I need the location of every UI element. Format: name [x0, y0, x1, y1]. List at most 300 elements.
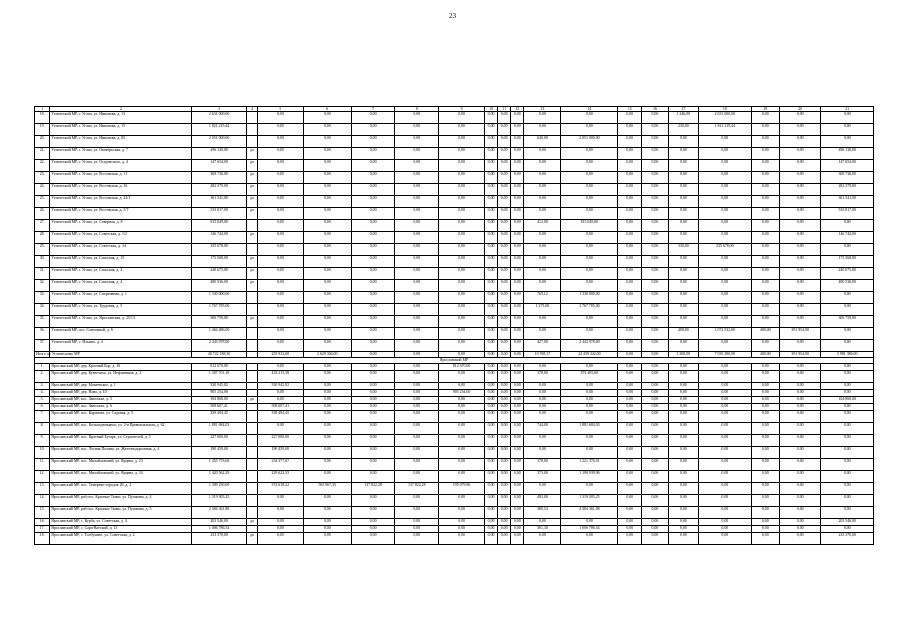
table-cell: 0,00: [524, 328, 561, 340]
table-cell: 0,00: [498, 447, 511, 459]
table-cell: 2 051 000,00: [192, 136, 247, 148]
table-cell: 0,00: [524, 316, 561, 328]
table-cell: 0,00: [439, 268, 485, 280]
table-cell: 0,00: [303, 220, 351, 232]
table-cell: 0,00: [485, 483, 498, 495]
table-cell: 0,00: [485, 232, 498, 244]
table-cell: 0,00: [642, 268, 668, 280]
table-cell: 19: [751, 107, 779, 112]
table-cell: 0,00: [257, 172, 303, 184]
table-cell: 0,00: [821, 435, 874, 447]
table-cell: 812 670,00: [192, 364, 247, 371]
table-cell: 2.: [35, 371, 50, 383]
table-cell: 203 546,00: [821, 519, 874, 526]
table-cell: 234 377,67: [257, 459, 303, 471]
table-cell: 0,00: [524, 364, 561, 371]
table-cell: 1 221 376,01: [561, 459, 618, 471]
table-cell: 0,00: [351, 471, 395, 483]
table-cell: 0,00: [642, 447, 668, 459]
table-cell: [246, 124, 257, 136]
table-cell: 0,00: [751, 292, 779, 304]
table-cell: 0,00: [303, 196, 351, 208]
table-cell: 563 967,35: [303, 483, 351, 495]
table-cell: 0,00: [511, 371, 524, 383]
table-cell: 0,00: [511, 208, 524, 220]
table-cell: 0,00: [779, 435, 821, 447]
table-cell: [246, 292, 257, 304]
table-cell: 1 190 939,96: [561, 471, 618, 483]
table-cell: 0,00: [303, 208, 351, 220]
table-cell: 0,00: [511, 196, 524, 208]
table-cell: [246, 459, 257, 471]
table-cell: 0,00: [257, 136, 303, 148]
table-cell: да: [246, 196, 257, 208]
table-cell: Итого по Углическому МР: [36, 352, 80, 357]
table-cell: 0,00: [439, 352, 485, 358]
table-cell: 0,00: [395, 383, 439, 390]
table-cell: 0,00: [439, 304, 485, 316]
table-cell: 137 822,28: [351, 483, 395, 495]
table-cell: 0,00: [351, 172, 395, 184]
table-cell: 0,00: [498, 316, 511, 328]
table-cell: 282 379,00: [192, 184, 247, 196]
table-cell: 0,00: [351, 495, 395, 507]
table-cell: 0,00: [779, 292, 821, 304]
table-cell: 0,00: [498, 256, 511, 268]
table-cell: 0,00: [618, 423, 642, 435]
table-cell: 0,00: [642, 526, 668, 533]
table-cell: Ярославский МР, с. Сара-Ватский, д. 13: [50, 526, 192, 533]
table-cell: 0,00: [779, 232, 821, 244]
table-cell: 0,00: [668, 459, 699, 471]
table-cell: 905 254,00: [192, 390, 247, 397]
table-cell: 0,00: [395, 304, 439, 316]
table-cell: 0,00: [498, 136, 511, 148]
table-cell: 0,00: [303, 471, 351, 483]
table-cell: 0,00: [257, 533, 303, 545]
table-cell: 0,00: [561, 280, 618, 292]
table-cell: 0,00: [642, 112, 668, 124]
table-cell: 400,00: [751, 352, 779, 358]
table-cell: 0,00: [642, 423, 668, 435]
table-cell: 0,00: [303, 304, 351, 316]
table-cell: 0,00: [439, 316, 485, 328]
table-cell: 0,00: [561, 124, 618, 136]
table-cell: да: [246, 208, 257, 220]
table-cell: 0,00: [303, 124, 351, 136]
table-cell: 0,00: [821, 340, 874, 352]
table-cell: 0,00: [498, 184, 511, 196]
table-cell: Углический МР, г. Углич, ул. Ростовская, д. 24/1: [50, 196, 192, 208]
table-cell: 0,00: [485, 256, 498, 268]
table-cell: 0,00: [351, 316, 395, 328]
table-cell: 0,00: [257, 208, 303, 220]
table-cell: 33.: [35, 292, 50, 304]
table-cell: 0,00: [779, 220, 821, 232]
table-cell: 0,00: [511, 383, 524, 390]
table-cell: 0,00: [485, 268, 498, 280]
table-cell: [246, 112, 257, 124]
table-cell: 0,00: [618, 483, 642, 495]
table-cell: 255 932,00: [257, 352, 303, 358]
table-cell: Ярославский МР, пос. Михайловский, ул. Ярцева, д. 23: [50, 459, 192, 471]
table-cell: 16: [642, 107, 668, 112]
table-cell: 0,00: [498, 423, 511, 435]
table-cell: 4: [246, 107, 257, 112]
table-cell: 0,00: [699, 316, 751, 328]
table-cell: 0,00: [395, 447, 439, 459]
table-cell: 0,00: [821, 423, 874, 435]
table-cell: 0,00: [485, 371, 498, 383]
table-row: [35, 383, 874, 390]
table-cell: 0,00: [642, 208, 668, 220]
table-cell: 0,00: [618, 383, 642, 390]
table-cell: 400,00: [668, 328, 699, 340]
table-cell: 0,00: [642, 507, 668, 519]
table-cell: 20.: [35, 136, 50, 148]
table-cell: 0,00: [351, 519, 395, 526]
table-cell: 0,00: [351, 268, 395, 280]
table-cell: 0,00: [642, 404, 668, 411]
table-cell: 1: [35, 107, 50, 112]
table-cell: 0,00: [303, 232, 351, 244]
table-cell: 0,00: [618, 397, 642, 404]
table-cell: 0,00: [485, 459, 498, 471]
table-cell: 0,00: [642, 390, 668, 397]
table-cell: Углический МР, г. Углич, ул. Ярославская, д. 25/13: [50, 316, 192, 328]
table-cell: 0,00: [511, 471, 524, 483]
table-cell: 0,00: [668, 340, 699, 352]
table-cell: 0,00: [561, 533, 618, 545]
table-cell: 330 945,82: [192, 383, 247, 390]
table-cell: 812 670,00: [439, 364, 485, 371]
table-cell: 0,00: [485, 447, 498, 459]
table-cell: [246, 383, 257, 390]
table-cell: 0,00: [751, 411, 779, 423]
table-cell: 0,00: [498, 292, 511, 304]
table-cell: 0,00: [524, 383, 561, 390]
table-cell: 0,00: [485, 208, 498, 220]
table-cell: 0,00: [618, 390, 642, 397]
table-cell: 0,00: [642, 411, 668, 423]
table-cell: 0,00: [395, 148, 439, 160]
table-cell: 0,00: [303, 112, 351, 124]
table-cell: 0,00: [485, 435, 498, 447]
table-cell: 0,00: [303, 184, 351, 196]
table-cell: 0,00: [303, 423, 351, 435]
table-cell: Углический МР, г. Углич, ул. Спасская, д. 2: [50, 268, 192, 280]
table-cell: 2 631 000,00: [699, 112, 751, 124]
table-cell: 0,00: [561, 184, 618, 196]
table-cell: 0,00: [751, 364, 779, 371]
table-cell: 0,00: [511, 352, 524, 358]
table-cell: 0,00: [699, 526, 751, 533]
table-cell: 3 300,00: [668, 352, 699, 358]
table-cell: 490 536,00: [192, 280, 247, 292]
table-row: [35, 447, 874, 459]
table-cell: 24 439 342,00: [561, 352, 618, 358]
table-cell: 0,00: [751, 459, 779, 471]
table-cell: 0,00: [439, 328, 485, 340]
table-cell: 0,00: [618, 411, 642, 423]
table-cell: Углический МР, г. Углич, ул. Северная, д. 8: [50, 220, 192, 232]
table-cell: 0,00: [561, 316, 618, 328]
table-cell: 0,00: [561, 383, 618, 390]
table-cell: 0,00: [257, 507, 303, 519]
table-cell: 1 821 219,44: [192, 124, 247, 136]
table-cell: 17: [668, 107, 699, 112]
table-cell: 0,00: [395, 507, 439, 519]
table-cell: 0,00: [821, 471, 874, 483]
table-cell: 369 736,00: [192, 172, 247, 184]
table-cell: 0,00: [751, 371, 779, 383]
table-cell: 0,00: [439, 256, 485, 268]
table-cell: 765,12: [524, 292, 561, 304]
table-cell: 0,00: [257, 340, 303, 352]
table-cell: 195 079,96: [439, 483, 485, 495]
table-cell: 0,00: [439, 533, 485, 545]
table-cell: да: [246, 172, 257, 184]
table-cell: 0,00: [751, 519, 779, 526]
table-cell: [246, 471, 257, 483]
table-cell: 0,00: [561, 208, 618, 220]
table-cell: 4.: [35, 390, 50, 397]
table-cell: 0,00: [668, 397, 699, 404]
table-cell: 0,00: [395, 411, 439, 423]
table-cell: 335 678,00: [192, 244, 247, 256]
table-cell: 0,00: [561, 390, 618, 397]
table-cell: 374 618,22: [257, 483, 303, 495]
table-cell: 0,00: [779, 172, 821, 184]
table-cell: 0,00: [395, 160, 439, 172]
table-cell: 0,00: [395, 292, 439, 304]
table-cell: Углический МР, г. Углич, ул. Никонова, д. 85: [50, 136, 192, 148]
table-cell: 0,00: [642, 364, 668, 371]
table-row: [35, 328, 874, 340]
table-cell: 744,00: [524, 423, 561, 435]
table-cell: 0,00: [779, 268, 821, 280]
table-cell: 0,00: [439, 371, 485, 383]
table-cell: 0,00: [351, 184, 395, 196]
table-cell: 0,00: [439, 397, 485, 404]
table-cell: да: [246, 519, 257, 526]
table-cell: да: [246, 316, 257, 328]
table-cell: 0,00: [751, 148, 779, 160]
table-cell: 0,00: [618, 196, 642, 208]
table-row: [35, 435, 874, 447]
table-cell: [246, 220, 257, 232]
table-cell: 403,00: [524, 495, 561, 507]
table-cell: 640,00: [524, 136, 561, 148]
table-cell: 282 379,00: [821, 184, 874, 196]
table-cell: 0,00: [751, 268, 779, 280]
table-cell: Ярославский МР, пос. Козьмодемьянск, ул. 2-я Привокзальная, д. 62: [50, 423, 192, 435]
table-cell: 815 049,00: [192, 220, 247, 232]
table-cell: 15: [618, 107, 642, 112]
table-cell: 0,00: [561, 112, 618, 124]
table-cell: [246, 483, 257, 495]
table-cell: 0,00: [257, 328, 303, 340]
table-cell: 0,00: [498, 526, 511, 533]
table-cell: 330 945,82: [257, 383, 303, 390]
table-cell: 0,00: [511, 268, 524, 280]
table-cell: 227 000,00: [257, 435, 303, 447]
table-cell: 0,00: [618, 148, 642, 160]
table-cell: 0,00: [618, 435, 642, 447]
table-cell: 0,00: [751, 220, 779, 232]
table-cell: Углический МР, г. Углич, ул. Спортивная, д. 1: [50, 292, 192, 304]
table-cell: 0,00: [751, 256, 779, 268]
table-cell: 1 464 486,00: [192, 328, 247, 340]
table-cell: 0,00: [485, 495, 498, 507]
table-cell: 0,00: [439, 459, 485, 471]
table-cell: 0,00: [303, 526, 351, 533]
table-cell: 0,00: [351, 328, 395, 340]
table-cell: 0,00: [511, 404, 524, 411]
table-cell: 0,00: [699, 519, 751, 526]
table-cell: 0,00: [751, 435, 779, 447]
table-cell: 1 767 785,00: [192, 304, 247, 316]
table-cell: 18.: [35, 533, 50, 545]
table-cell: 0,00: [303, 244, 351, 256]
table-cell: 0,00: [821, 220, 874, 232]
table-cell: 0,00: [779, 397, 821, 404]
table-cell: 0,00: [498, 112, 511, 124]
table-row: [35, 507, 874, 519]
table-row: [35, 196, 874, 208]
table-cell: 0,00: [511, 184, 524, 196]
table-cell: 0,00: [395, 423, 439, 435]
table-cell: 0,00: [668, 172, 699, 184]
table-cell: 104 868,00: [192, 397, 247, 404]
table-cell: 0,00: [561, 160, 618, 172]
table-cell: 0,00: [779, 471, 821, 483]
table-cell: 0,00: [395, 390, 439, 397]
table-cell: 5: [257, 107, 303, 112]
table-cell: 0,00: [524, 256, 561, 268]
table-cell: 0,00: [498, 471, 511, 483]
table-cell: 0,00: [351, 364, 395, 371]
table-cell: 233 370,00: [192, 533, 247, 545]
table-cell: 0,00: [561, 172, 618, 184]
table-cell: 0,00: [498, 244, 511, 256]
table-cell: 0,00: [511, 435, 524, 447]
table-cell: 16.: [35, 519, 50, 526]
table-cell: 0,00: [351, 371, 395, 383]
table-cell: 0,00: [668, 196, 699, 208]
table-cell: 0,00: [779, 208, 821, 220]
table-cell: 0,00: [561, 447, 618, 459]
table-cell: 2 384 361,88: [561, 507, 618, 519]
table-cell: 0,00: [395, 364, 439, 371]
table-cell: да: [246, 256, 257, 268]
table-cell: 25.: [35, 196, 50, 208]
table-cell: 1 006 786,54: [561, 526, 618, 533]
table-cell: Углический МР, г. Углич, ул. Островского, д. 4: [50, 160, 192, 172]
table-row: [35, 124, 874, 136]
table-cell: 0,00: [699, 136, 751, 148]
table-cell: 0,00: [303, 148, 351, 160]
table-cell: Углический МР, пос. Совхозный, д. 6: [50, 328, 192, 340]
table-cell: 0,00: [699, 423, 751, 435]
table-cell: 0,00: [257, 220, 303, 232]
table-cell: 0,00: [779, 390, 821, 397]
table-cell: 0,00: [779, 316, 821, 328]
table-cell: 361 541,00: [821, 196, 874, 208]
table-cell: 533 817,00: [192, 208, 247, 220]
table-cell: 0,00: [668, 519, 699, 526]
table-cell: 0,00: [779, 423, 821, 435]
table-cell: 0,00: [485, 280, 498, 292]
table-cell: 306 759,00: [821, 316, 874, 328]
table-cell: 0,00: [524, 533, 561, 545]
table-cell: 0,00: [395, 124, 439, 136]
table-cell: 0,00: [351, 196, 395, 208]
table-cell: 0,00: [618, 364, 642, 371]
table-cell: 0,00: [699, 268, 751, 280]
table-cell: 0,00: [395, 340, 439, 352]
table-cell: 0,00: [303, 507, 351, 519]
table-cell: 0,00: [257, 112, 303, 124]
table-cell: 190 459,00: [257, 447, 303, 459]
table-cell: 0,00: [642, 383, 668, 390]
table-row: [35, 244, 874, 256]
table-cell: 0,00: [485, 160, 498, 172]
table-cell: 0,00: [485, 136, 498, 148]
table-cell: [246, 507, 257, 519]
table-cell: 433 215,58: [257, 371, 303, 383]
table-cell: 0,00: [561, 404, 618, 411]
table-cell: 0,00: [498, 411, 511, 423]
table-cell: 0,00: [642, 232, 668, 244]
table-cell: 0,00: [751, 112, 779, 124]
table-cell: 0,00: [511, 232, 524, 244]
table-cell: 0,00: [439, 112, 485, 124]
table-cell: 0,00: [618, 533, 642, 545]
table-cell: 0,00: [439, 383, 485, 390]
table-cell: 0,00: [618, 316, 642, 328]
table-cell: 0,00: [485, 220, 498, 232]
table-cell: 0,00: [524, 244, 561, 256]
table-cell: 0,00: [395, 136, 439, 148]
table-cell: 0,00: [668, 136, 699, 148]
table-cell: 14: [561, 107, 618, 112]
table-cell: 0,00: [511, 220, 524, 232]
table-cell: Ярославский МР, дер. Красный Бор, д. 16: [50, 364, 192, 371]
table-cell: 0,00: [779, 411, 821, 423]
table-cell: 0,00: [439, 208, 485, 220]
table-cell: Углический МР, г. Углич, ул. Никонова, д. 15: [50, 124, 192, 136]
table-cell: 0,00: [524, 112, 561, 124]
table-cell: 137 822,28: [395, 483, 439, 495]
table-cell: 2 051 000,00: [561, 136, 618, 148]
table-cell: 0,00: [524, 148, 561, 160]
table-cell: 0,00: [351, 136, 395, 148]
table-cell: 7 035 290,00: [699, 352, 751, 358]
table-cell: да: [246, 268, 257, 280]
table-cell: 0,00: [779, 459, 821, 471]
table-cell: 0,00: [642, 371, 668, 383]
table-cell: [246, 244, 257, 256]
table-cell: 0,00: [511, 244, 524, 256]
capital-repair-table: [34, 106, 874, 545]
table-cell: 0,00: [561, 232, 618, 244]
table-cell: 0,00: [485, 184, 498, 196]
table-cell: 1 309 250,09: [192, 483, 247, 495]
table-cell: 0,00: [303, 328, 351, 340]
table-cell: 0,00: [351, 507, 395, 519]
table-cell: 0,00: [485, 519, 498, 526]
